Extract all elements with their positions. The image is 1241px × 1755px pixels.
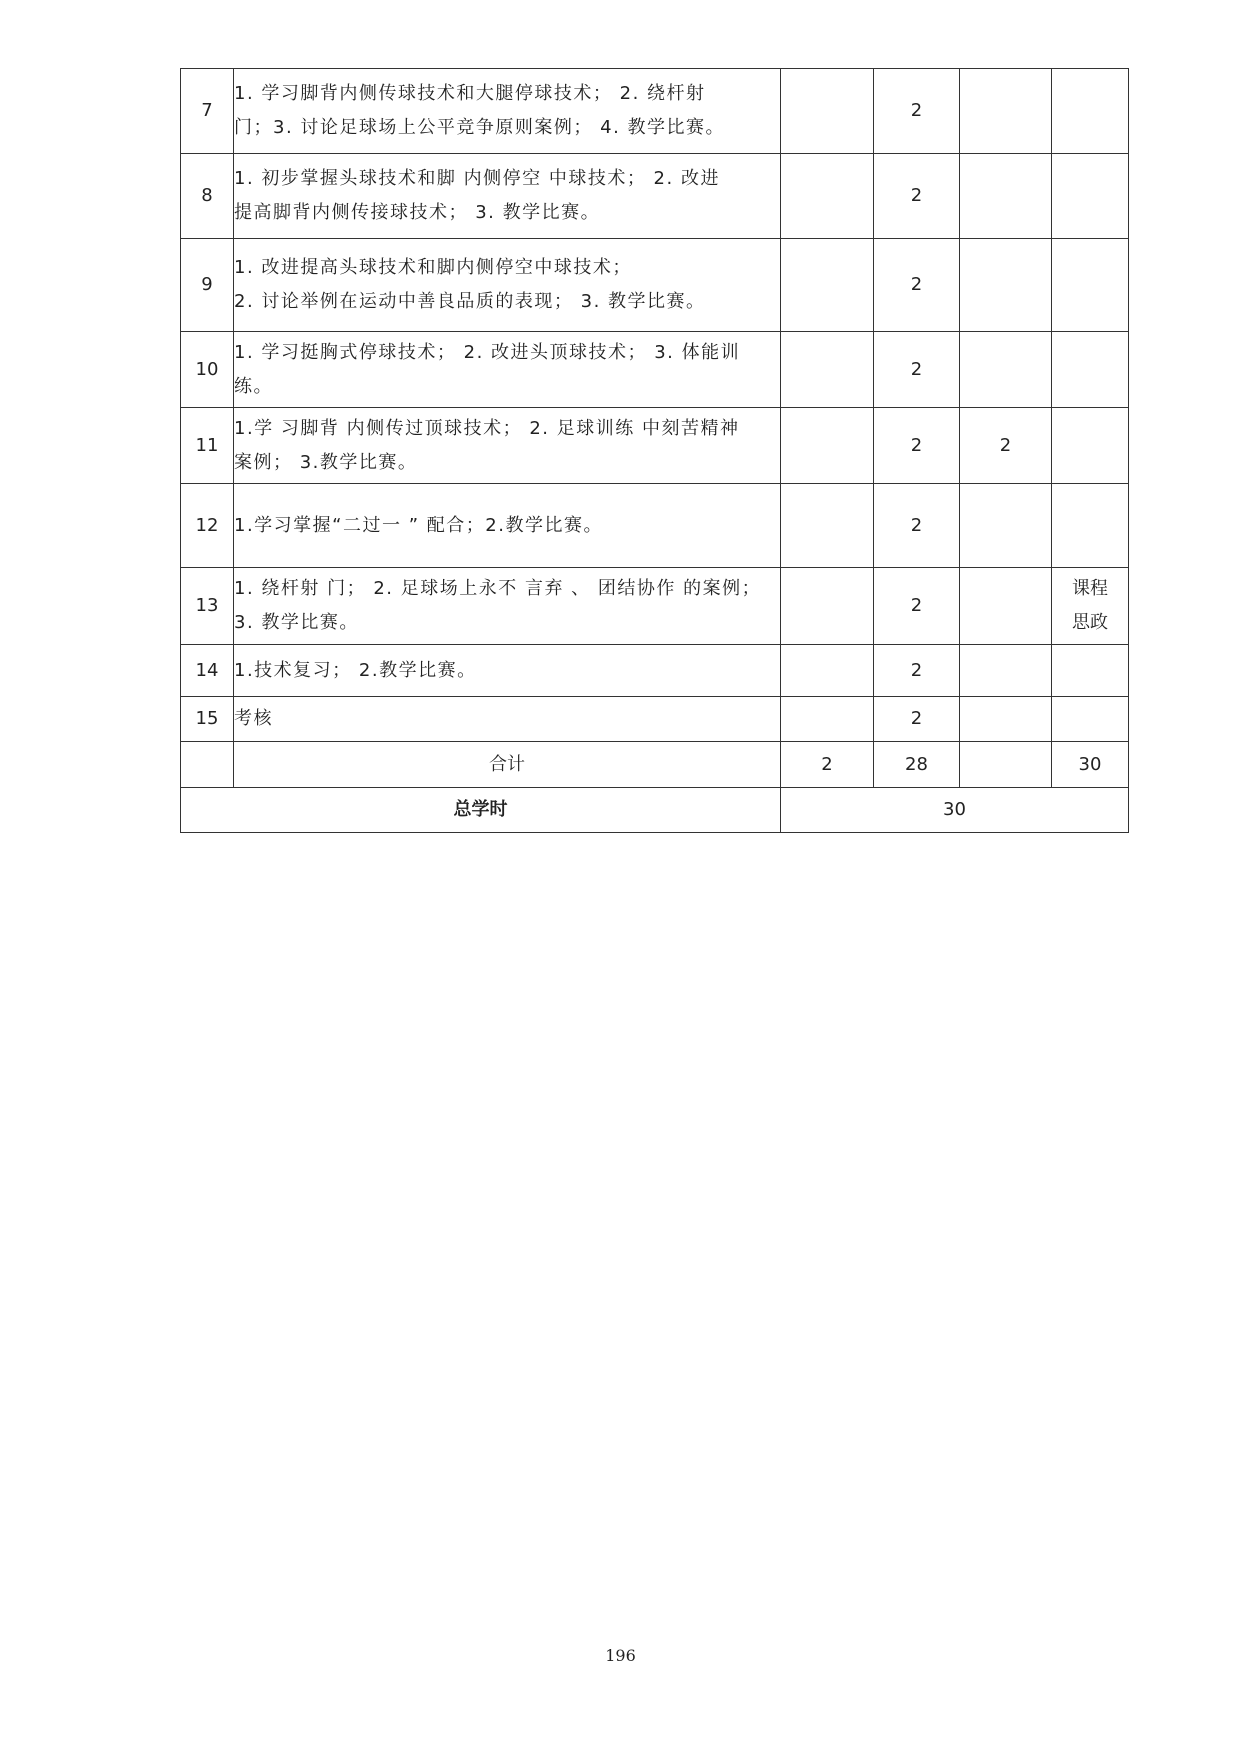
content-line: 1. 学习脚背内侧传球技术和大腿停球技术； 2. 绕杆射 (234, 83, 706, 104)
hours-col-1 (781, 697, 874, 742)
table-row (181, 568, 1129, 645)
content-line: 门；3. 讨论足球场上公平竞争原则案例； 4. 教学比赛。 (234, 117, 726, 138)
hours-col-3: 2 (960, 408, 1052, 484)
week-number: 14 (181, 645, 234, 697)
table-row (181, 69, 1129, 154)
table-row (181, 484, 1129, 568)
remark (1052, 239, 1129, 332)
week-number: 11 (181, 408, 234, 484)
sum-col-2: 28 (874, 742, 960, 788)
content-line: 1.学习掌握“二过一 ” 配合；2.教学比赛。 (234, 514, 603, 536)
remark (1052, 568, 1129, 645)
hours-col-2: 2 (874, 568, 960, 645)
hours-col-1 (781, 239, 874, 332)
remark (1052, 645, 1129, 697)
hours-col-3 (960, 69, 1052, 154)
table-row (181, 408, 1129, 484)
content-line: 3. 教学比赛。 (234, 612, 359, 633)
teaching-content (234, 408, 781, 484)
teaching-content (234, 568, 781, 645)
week-number: 7 (181, 69, 234, 154)
week-number: 9 (181, 239, 234, 332)
table-row (181, 697, 1129, 742)
hours-col-3 (960, 332, 1052, 408)
hours-col-1 (781, 69, 874, 154)
table-row (181, 645, 1129, 697)
hours-col-2: 2 (874, 69, 960, 154)
content-line: 练。 (234, 375, 273, 397)
sum-label: 合计 (234, 742, 781, 788)
table-row (181, 239, 1129, 332)
week-number: 15 (181, 697, 234, 742)
hours-col-2: 2 (874, 154, 960, 239)
hours-col-1 (781, 484, 874, 568)
hours-col-1 (781, 408, 874, 484)
teaching-content (234, 239, 781, 332)
hours-col-2: 2 (874, 408, 960, 484)
week-number: 13 (181, 568, 234, 645)
teaching-content (234, 154, 781, 239)
hours-col-2: 2 (874, 332, 960, 408)
remark (1052, 408, 1129, 484)
total-row (181, 788, 1129, 833)
week-number: 12 (181, 484, 234, 568)
hours-col-1 (781, 154, 874, 239)
hours-col-3 (960, 484, 1052, 568)
hours-col-3 (960, 645, 1052, 697)
hours-col-2: 2 (874, 697, 960, 742)
hours-col-1 (781, 568, 874, 645)
content-line: 1. 学习挺胸式停球技术； 2. 改进头顶球技术； 3. 体能训 (234, 341, 741, 363)
table-row (181, 332, 1129, 408)
teaching-content (234, 332, 781, 408)
sum-col-4: 30 (1052, 742, 1129, 788)
empty-cell (181, 742, 234, 788)
remark (1052, 484, 1129, 568)
content-line: 1. 初步掌握头球技术和脚 内侧停空 中球技术； 2. 改进 (234, 168, 720, 189)
hours-col-1 (781, 645, 874, 697)
sum-col-1: 2 (781, 742, 874, 788)
remark (1052, 154, 1129, 239)
hours-col-1 (781, 332, 874, 408)
content-line: 考核 (234, 708, 273, 729)
hours-col-3 (960, 568, 1052, 645)
page-number: 196 (605, 1646, 636, 1665)
content-line: 1.学 习脚背 内侧传过顶球技术； 2. 足球训练 中刻苦精神 (234, 417, 740, 439)
content-line: 2. 讨论举例在运动中善良品质的表现； 3. 教学比赛。 (234, 291, 706, 312)
teaching-content (234, 69, 781, 154)
total-hours-label: 总学时 (181, 788, 781, 833)
hours-col-3 (960, 697, 1052, 742)
week-number: 8 (181, 154, 234, 239)
content-line: 1. 绕杆射 门； 2. 足球场上永不 言弃 、 团结协作 的案例； (234, 578, 762, 599)
hours-col-3 (960, 154, 1052, 239)
content-line: 提高脚背内侧传接球技术； 3. 教学比赛。 (234, 202, 601, 223)
total-hours-value: 30 (781, 788, 1129, 833)
hours-col-2: 2 (874, 239, 960, 332)
sum-col-3 (960, 742, 1052, 788)
content-line: 1.技术复习； 2.教学比赛。 (234, 659, 477, 681)
week-number: 10 (181, 332, 234, 408)
remark (1052, 69, 1129, 154)
remark-text: 课程思政 (1072, 578, 1108, 633)
remark (1052, 697, 1129, 742)
schedule-table (180, 68, 1129, 833)
remark (1052, 332, 1129, 408)
content-line: 案例； 3.教学比赛。 (234, 451, 418, 473)
hours-col-3 (960, 239, 1052, 332)
table-row (181, 154, 1129, 239)
hours-col-2: 2 (874, 484, 960, 568)
teaching-content (234, 484, 781, 568)
teaching-content (234, 645, 781, 697)
content-line: 1. 改进提高头球技术和脚内侧停空中球技术； (234, 257, 632, 278)
hours-col-2: 2 (874, 645, 960, 697)
sum-row (181, 742, 1129, 788)
teaching-content (234, 697, 781, 742)
